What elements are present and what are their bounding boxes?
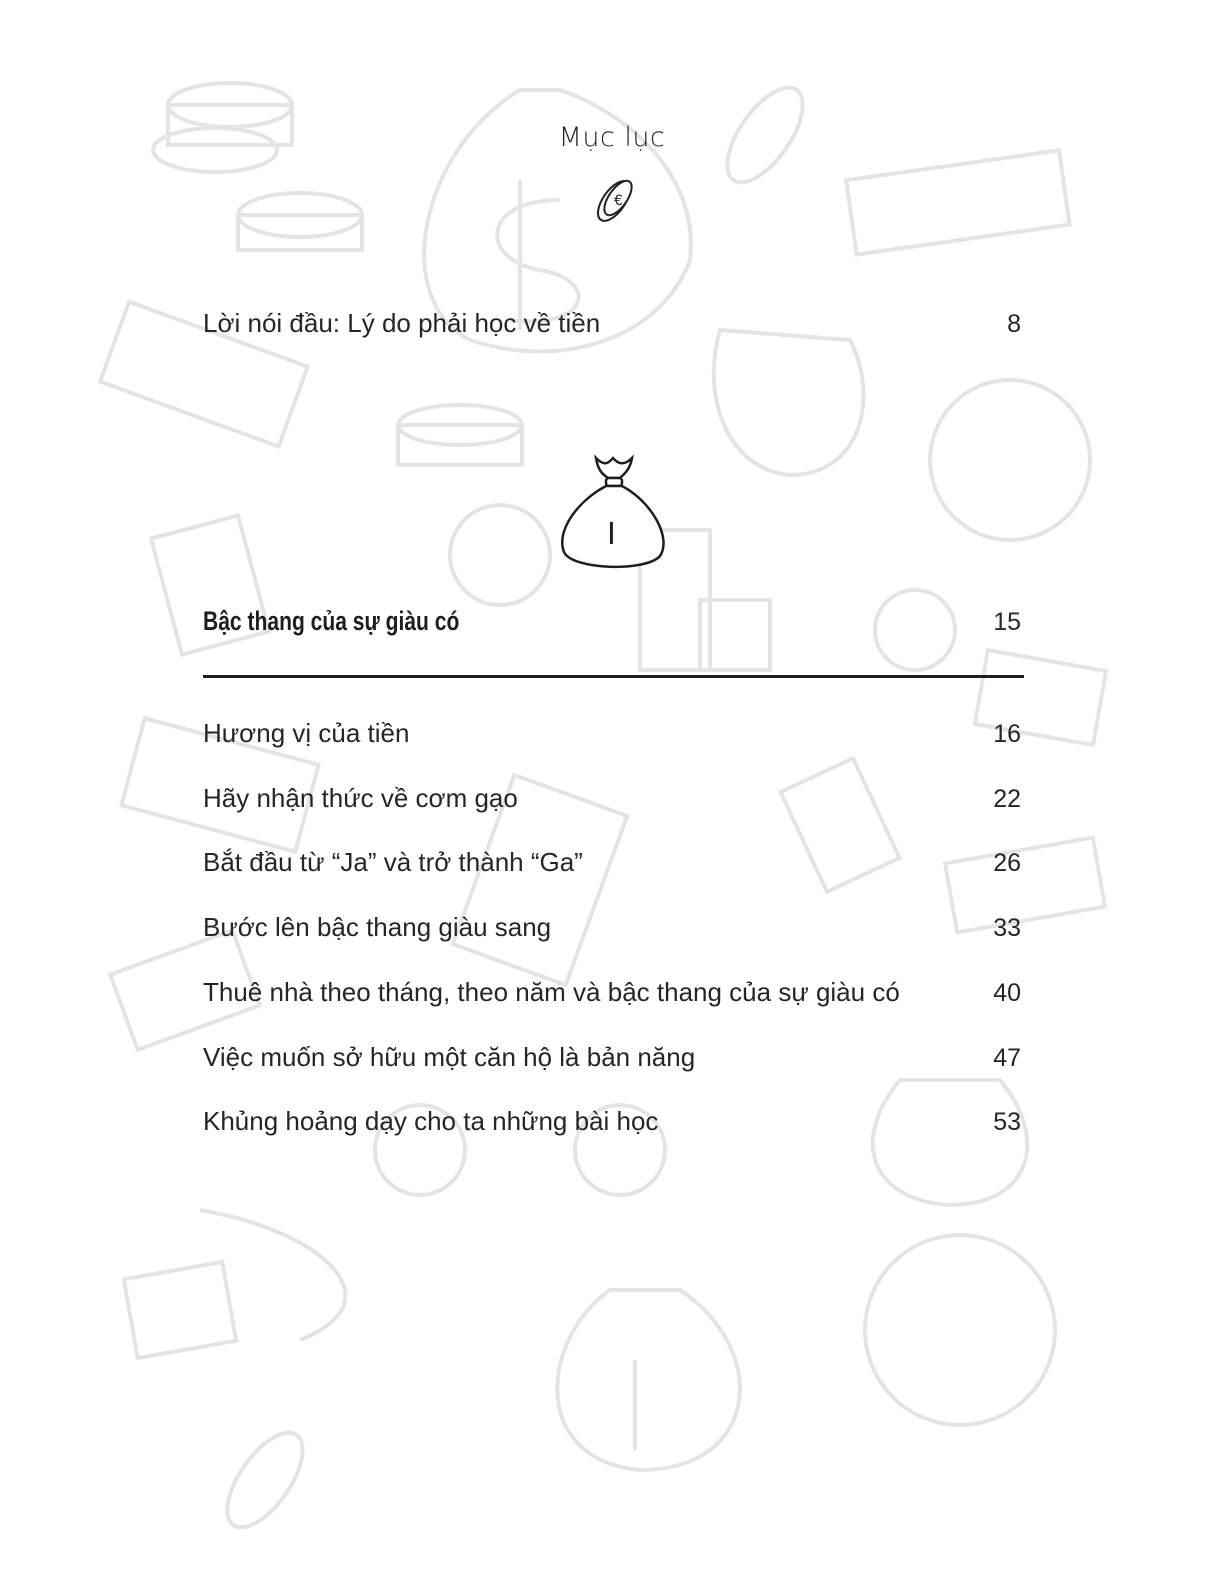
entry-title: Thuê nhà theo tháng, theo năm và bậc thang của sự giàu có xyxy=(203,977,900,1007)
divider xyxy=(203,675,1024,678)
toc-entry[interactable] xyxy=(203,1106,1021,1137)
chapter-page: 15 xyxy=(993,608,1021,636)
toc-entry[interactable] xyxy=(203,977,1021,1008)
entry-title: Bắt đầu từ “Ja” và trở thành “Ga” xyxy=(203,847,583,877)
svg-text:€: € xyxy=(614,193,623,209)
entry-page: 26 xyxy=(993,849,1021,877)
entry-title: Việc muốn sở hữu một căn hộ là bản năng xyxy=(203,1042,696,1072)
coin-icon xyxy=(590,175,638,227)
entry-title: Hương vị của tiền xyxy=(203,718,410,748)
entry-page: 16 xyxy=(993,720,1021,748)
entry-title: Khủng hoảng dạy cho ta những bài học xyxy=(203,1106,659,1136)
entry-page: 8 xyxy=(1007,310,1021,338)
toc-entry[interactable] xyxy=(203,912,1021,943)
entry-page: 40 xyxy=(993,979,1021,1007)
entry-title: Hãy nhận thức về cơm gạo xyxy=(203,783,518,813)
chapter-title: Bậc thang của sự giàu có xyxy=(203,606,460,636)
toc-entry-preface[interactable] xyxy=(203,308,1021,339)
entry-title: Bước lên bậc thang giàu sang xyxy=(203,912,552,942)
toc-chapter-heading[interactable] xyxy=(203,606,1021,637)
entry-title: Lời nói đầu: Lý do phải học về tiền xyxy=(203,308,601,338)
toc-entry[interactable] xyxy=(203,718,1021,749)
chapter-number: I xyxy=(607,517,616,552)
page-title: Mục lục xyxy=(558,122,666,153)
toc-entry[interactable] xyxy=(203,1042,1021,1073)
money-bag-icon xyxy=(556,452,672,574)
entry-page: 22 xyxy=(993,785,1021,813)
entry-page: 53 xyxy=(993,1108,1021,1136)
entry-page: 33 xyxy=(993,914,1021,942)
toc-entry[interactable] xyxy=(203,783,1021,814)
toc-entry[interactable] xyxy=(203,847,1021,878)
entry-page: 47 xyxy=(993,1044,1021,1072)
